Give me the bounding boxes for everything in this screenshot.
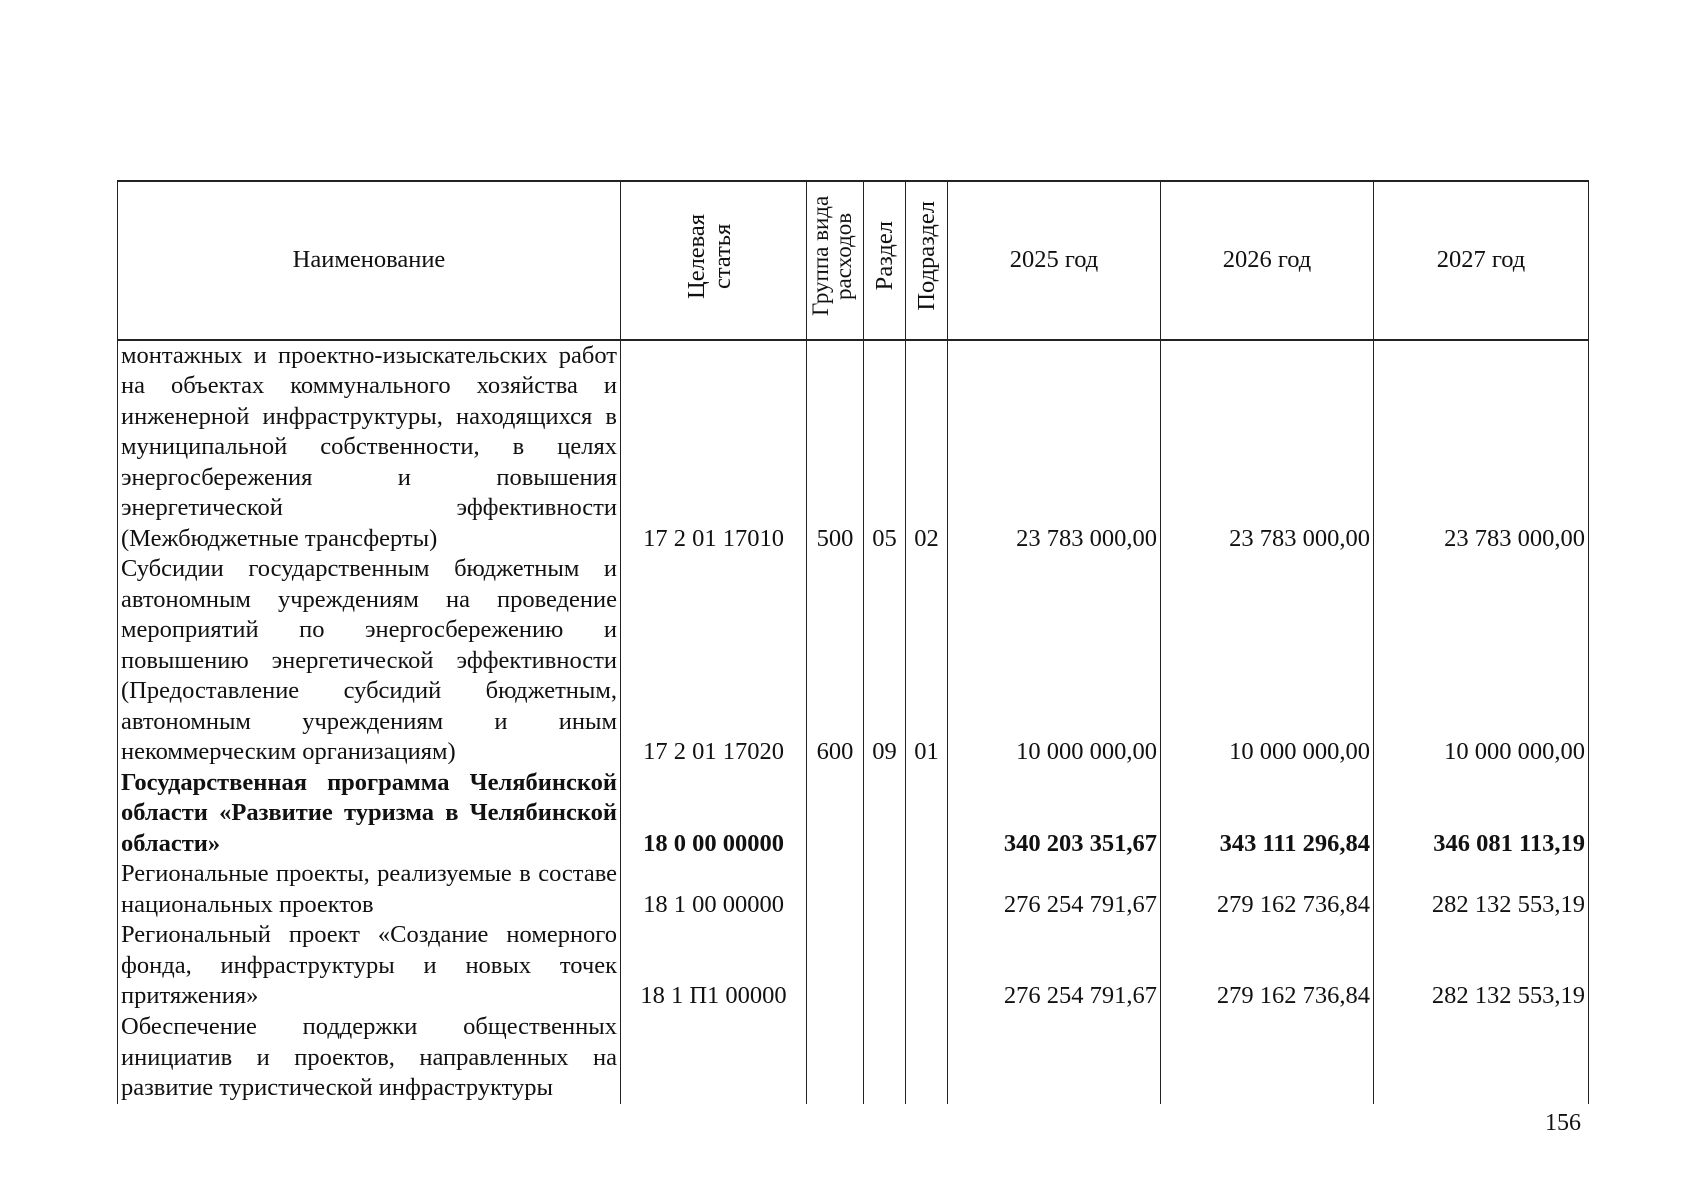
row-subsection <box>906 1012 948 1104</box>
table-row <box>118 768 1589 860</box>
row-target: 17 2 01 17010 <box>621 340 807 555</box>
row-2026: 343 111 296,84 <box>1161 768 1374 860</box>
row-2025: 23 783 000,00 <box>948 340 1161 555</box>
budget-table <box>117 180 1589 1104</box>
row-name: Региональный проект «Создание номерного фонда, инфраструктуры и новых точек притяжения» <box>118 920 621 1012</box>
row-2027: 10 000 000,00 <box>1374 554 1589 768</box>
row-subsection <box>906 859 948 920</box>
row-2026: 279 162 736,84 <box>1161 920 1374 1012</box>
row-subsection <box>906 768 948 860</box>
row-target <box>621 1012 807 1104</box>
row-2026: 10 000 000,00 <box>1161 554 1374 768</box>
table-row <box>118 340 1589 555</box>
row-group <box>807 1012 864 1104</box>
row-group: 500 <box>807 340 864 555</box>
header-target-article: Целевая статья <box>621 181 807 340</box>
row-name: Обеспечение поддержки общественных инициатив и проектов, направленных на развитие туристической инфраструктуры <box>118 1012 621 1104</box>
row-2027: 282 132 553,19 <box>1374 920 1589 1012</box>
row-group: 600 <box>807 554 864 768</box>
row-section <box>864 768 906 860</box>
table-row <box>118 920 1589 1012</box>
row-section: 09 <box>864 554 906 768</box>
row-2025: 10 000 000,00 <box>948 554 1161 768</box>
row-section <box>864 920 906 1012</box>
table-row <box>118 1012 1589 1104</box>
row-2025: 276 254 791,67 <box>948 920 1161 1012</box>
row-target: 18 0 00 00000 <box>621 768 807 860</box>
header-2027: 2027 год <box>1374 181 1589 340</box>
row-2027: 346 081 113,19 <box>1374 768 1589 860</box>
row-group <box>807 768 864 860</box>
page-number: 156 <box>1545 1110 1581 1136</box>
row-target: 18 1 П1 00000 <box>621 920 807 1012</box>
row-2027 <box>1374 1012 1589 1104</box>
row-2025: 276 254 791,67 <box>948 859 1161 920</box>
row-subsection <box>906 920 948 1012</box>
header-subsection: Подраздел <box>906 181 948 340</box>
header-expense-group: Группа вида расходов <box>807 181 864 340</box>
table-row <box>118 554 1589 768</box>
row-target: 17 2 01 17020 <box>621 554 807 768</box>
row-subsection: 01 <box>906 554 948 768</box>
row-section <box>864 1012 906 1104</box>
header-row <box>118 181 1589 340</box>
row-subsection: 02 <box>906 340 948 555</box>
table-row <box>118 859 1589 920</box>
row-section: 05 <box>864 340 906 555</box>
header-section: Раздел <box>864 181 906 340</box>
row-group <box>807 920 864 1012</box>
row-name: Субсидии государственным бюджетным и автономным учреждениям на проведение мероприятий по энергосбережению и повышению энергетической эффективности (Предоставление субсидий бюджетным, автономным учреждениям и иным некоммерческим организациям) <box>118 554 621 768</box>
header-2026: 2026 год <box>1161 181 1374 340</box>
row-name: Региональные проекты, реализуемые в составе национальных проектов <box>118 859 621 920</box>
row-target: 18 1 00 00000 <box>621 859 807 920</box>
row-group <box>807 859 864 920</box>
row-2026: 279 162 736,84 <box>1161 859 1374 920</box>
row-name: монтажных и проектно-изыскательских работ на объектах коммунального хозяйства и инженерной инфраструктуры, находящихся в муниципальной собственности, в целях энергосбережения и повышения энергетической эффективности (Межбюджетные трансферты) <box>118 340 621 555</box>
row-section <box>864 859 906 920</box>
row-name: Государственная программа Челябинской области «Развитие туризма в Челябинской области» <box>118 768 621 860</box>
row-2027: 282 132 553,19 <box>1374 859 1589 920</box>
row-2025: 340 203 351,67 <box>948 768 1161 860</box>
header-name: Наименование <box>118 181 621 340</box>
header-2025: 2025 год <box>948 181 1161 340</box>
row-2025 <box>948 1012 1161 1104</box>
row-2027: 23 783 000,00 <box>1374 340 1589 555</box>
row-2026: 23 783 000,00 <box>1161 340 1374 555</box>
row-2026 <box>1161 1012 1374 1104</box>
